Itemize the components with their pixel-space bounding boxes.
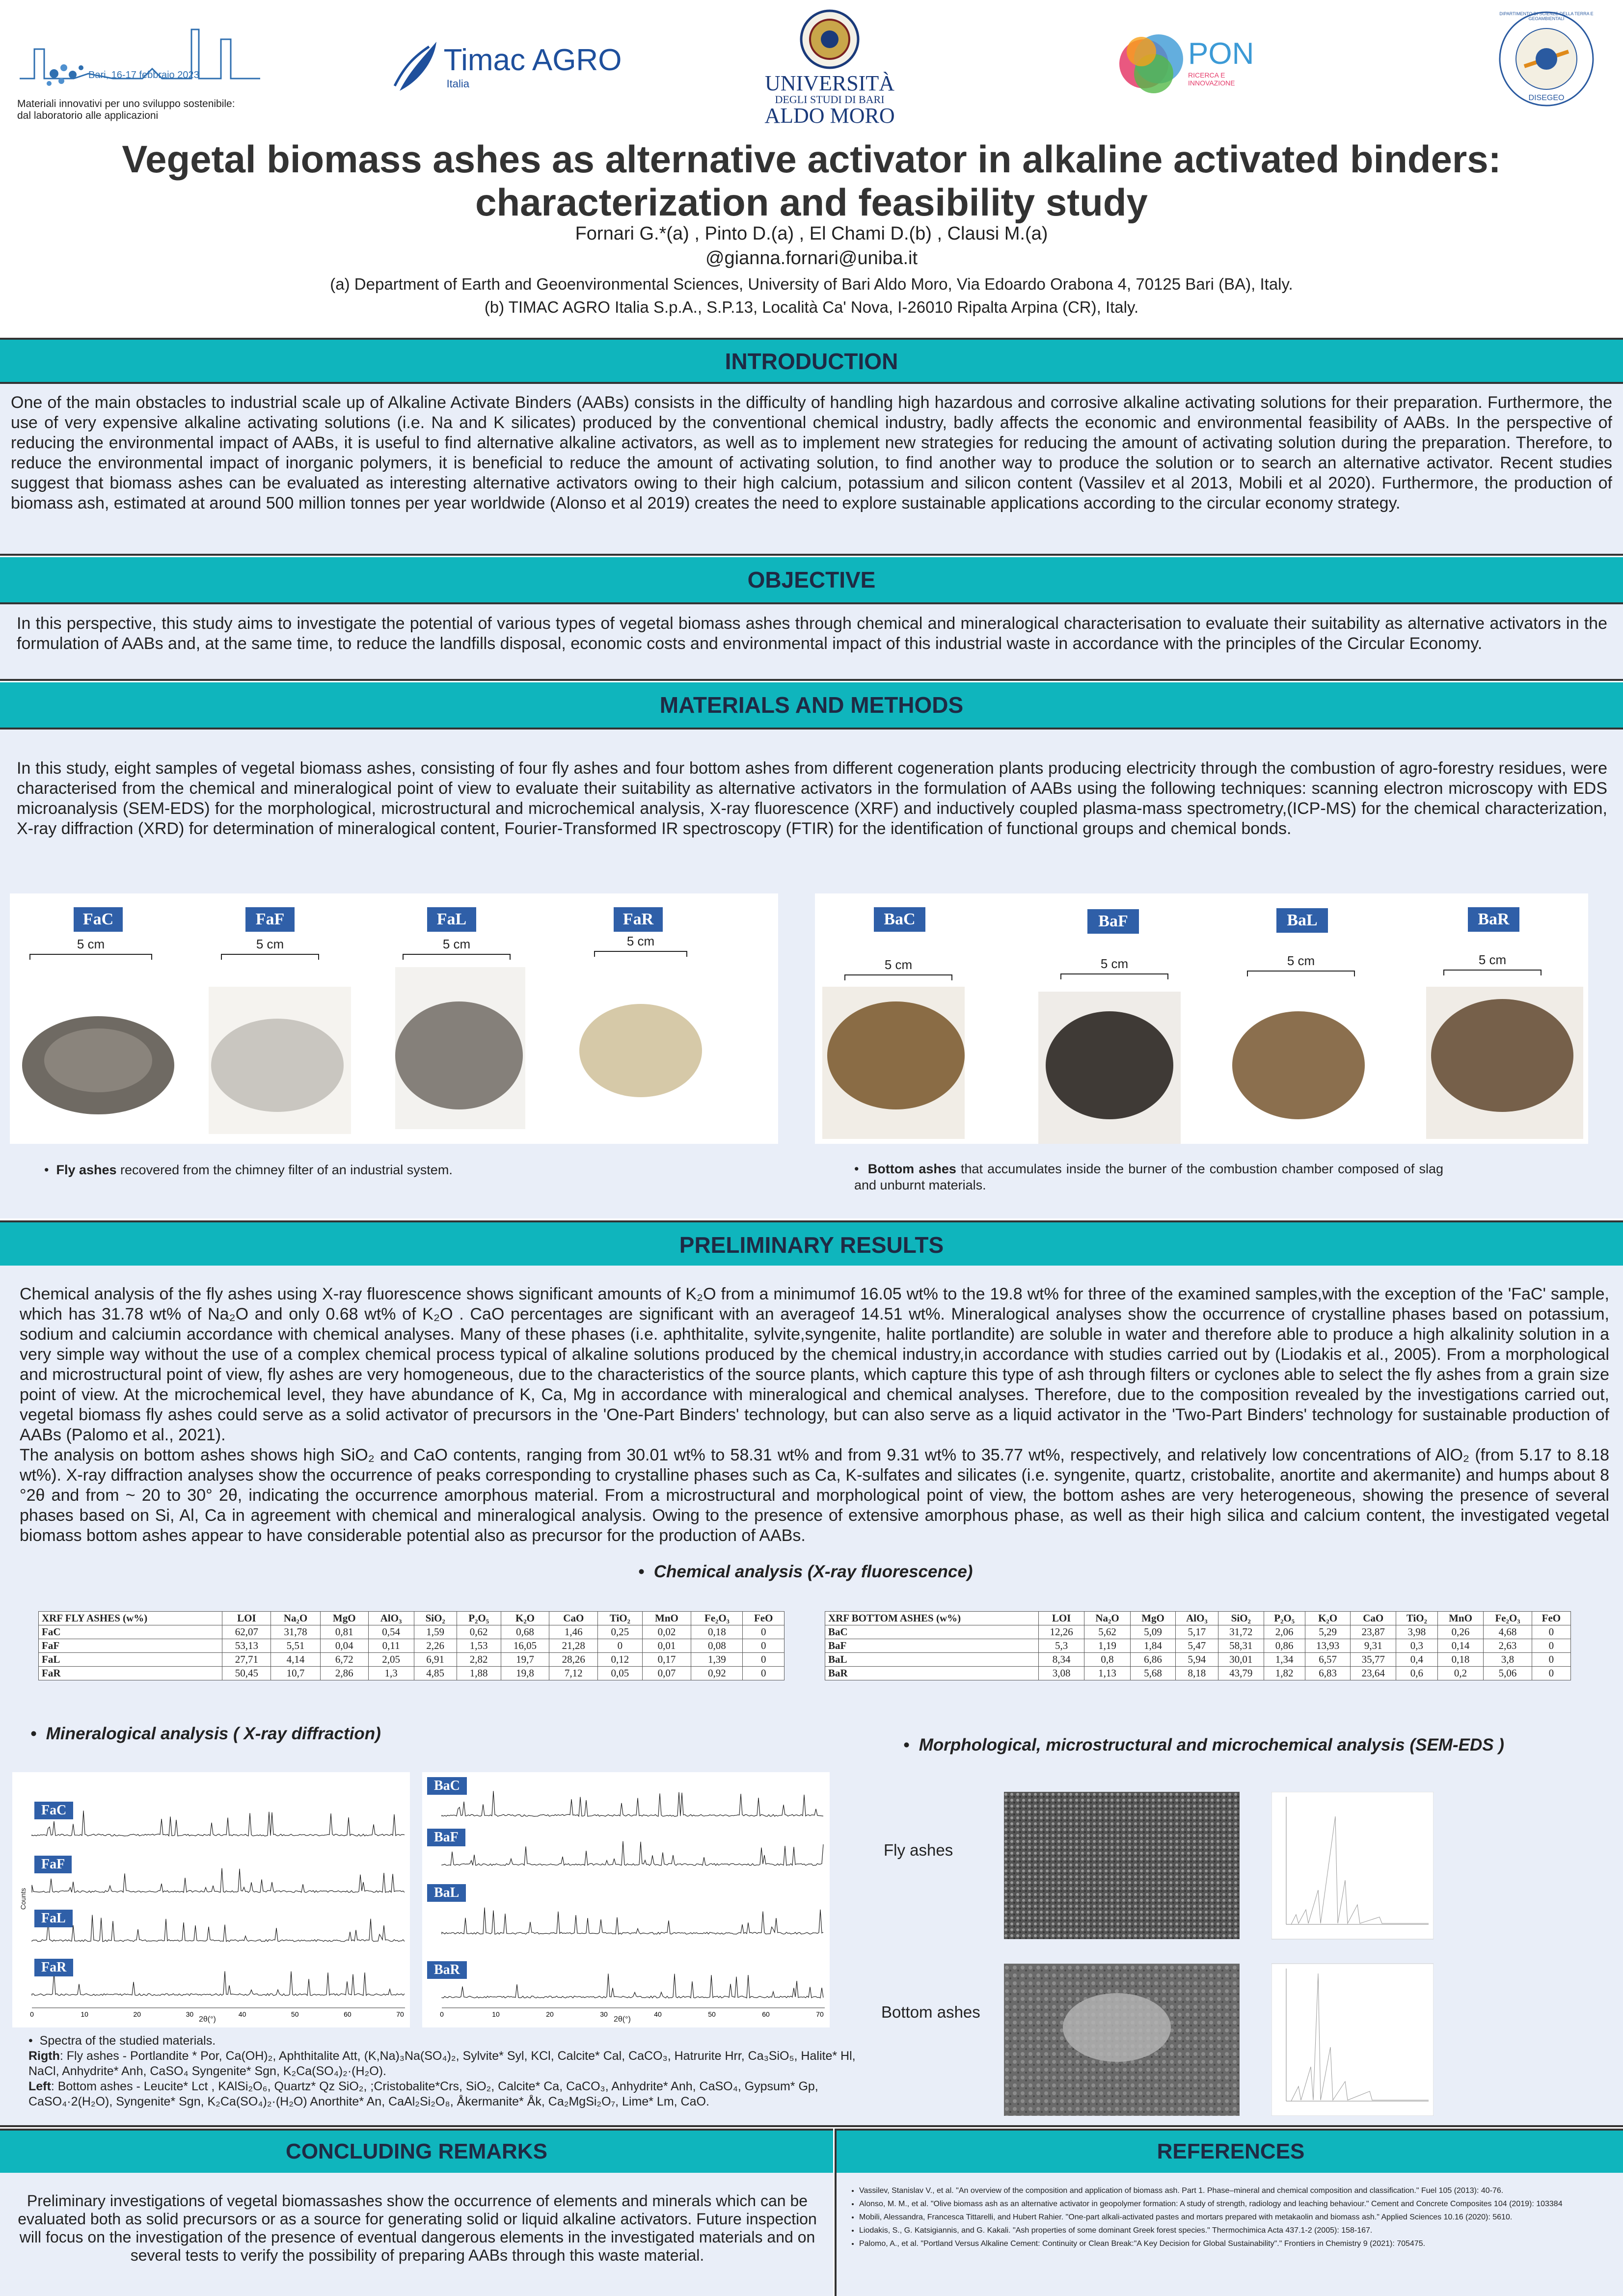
table-header-cell: MgO — [1131, 1612, 1176, 1625]
xrd-trace — [442, 1841, 823, 1866]
table-cell: 53,13 — [222, 1639, 271, 1653]
xrd-caption-title-text: Spectra of the studied materials. — [39, 2034, 216, 2048]
table-header-cell: P₂O₅ — [1264, 1612, 1305, 1625]
table-cell: 1,34 — [1264, 1653, 1305, 1667]
event-date: Bari, 16-17 febbraio 2023 — [88, 70, 199, 81]
table-cell: 5,17 — [1175, 1625, 1218, 1639]
xrd-tick-label: 50 — [291, 2010, 299, 2018]
table-cell: 0,62 — [457, 1625, 501, 1639]
caption-left-label: Left — [28, 2080, 51, 2093]
table-cell: 43,79 — [1218, 1667, 1264, 1680]
sem-heading-text: Morphological, microstructural and microchemical analysis (SEM-EDS ) — [919, 1735, 1504, 1755]
table-row — [39, 1653, 784, 1667]
objective-text: In this perspective, this study aims to investigate the potential of various types of vegetal biomass ashes through chemical and mineralogical characterisation to evaluate their suitability as alternative activators in the formulation of AABs and, at the same time, to reduce the landfills disposal, economic costs and environmental impact of this industrial waste in accordance with the principles of the Circular Economy. — [17, 614, 1607, 653]
table-cell: 0,17 — [642, 1653, 691, 1667]
table-cell: 5,09 — [1131, 1625, 1176, 1639]
ash-heap-baf — [1046, 1011, 1173, 1119]
eds-bottom-frame — [1271, 1964, 1434, 2116]
table-header-row — [39, 1612, 784, 1625]
table-cell: 23,87 — [1351, 1625, 1396, 1639]
sample-chip: BaL — [1276, 908, 1328, 933]
table-cell: 19,7 — [501, 1653, 549, 1667]
table-cell: 6,86 — [1131, 1653, 1176, 1667]
references-heading: REFERENCES — [835, 2129, 1623, 2175]
table-cell: 0 — [743, 1625, 784, 1639]
table-cell: 1,19 — [1084, 1639, 1130, 1653]
reference-item: • Vassilev, Stanislav V., et al. "An overview of the composition and application of biomass ash. Part 1. Phase–mineral and chemical composition and classification." Fuel 105 (2013): 40-76. — [859, 2186, 1623, 2196]
table-cell: 0,25 — [598, 1625, 642, 1639]
scale-label: 5 cm — [1100, 956, 1129, 971]
table-cell: 2,63 — [1484, 1639, 1532, 1653]
table-row — [825, 1625, 1571, 1639]
results-text-bottom: The analysis on bottom ashes shows high SiO₂ and CaO contents, ranging from 30.01 wt% to 58.31 wt% and from 9.31 wt% to 35.77 wt%, respectively, and relatively low concentrations of AlO₂ (from 5.17 to 8.18 wt%). X-ray diffraction analyses show the occurrence of peaks corresponding to crystalline phases such as Ca, K-sulfates and silicates (i.e. syngenite, quartz, cristobalite, anortite and akermanite) and humps about 8 °2θ and from ~ 20 to 30° 2θ, indicating the occurrence amorphous material. From a microstructural and morphological point of view, the bottom ashes are very heterogeneous, showing the presence of several phases based on Si, Al, Ca in agreement with chemical and mineralogical analysis. Owing to the presence of extensive amorphous phase, as well as their high silica and calcium content, the investigated vegetal biomass bottom ashes appear to have considerable potential also as precursor for the production of AABs. — [20, 1446, 1609, 1545]
xrd-label: BaL — [427, 1884, 466, 1902]
table-cell: 23,64 — [1351, 1667, 1396, 1680]
xrd-tick-label: 10 — [81, 2010, 88, 2018]
table-cell: 0,12 — [598, 1653, 642, 1667]
sem-heading: • Morphological, microstructural and microchemical analysis (SEM-EDS ) — [903, 1735, 1504, 1755]
table-cell: 0,18 — [691, 1625, 743, 1639]
table-cell: 1,84 — [1131, 1639, 1176, 1653]
table-cell: 5,29 — [1305, 1625, 1351, 1639]
sample-chip: FaC — [74, 907, 123, 932]
table-row — [825, 1653, 1571, 1667]
timac-sail-icon — [390, 37, 444, 96]
table-cell: 30,01 — [1218, 1653, 1264, 1667]
table-header-cell: LOI — [222, 1612, 271, 1625]
scale-bar — [1247, 953, 1355, 976]
xrd-trace — [442, 1908, 823, 1934]
scale-label: 5 cm — [626, 934, 655, 948]
title-line-2: characterization and feasibility study — [475, 181, 1148, 224]
table-header-cell: TiO₂ — [1396, 1612, 1438, 1625]
dept-motto: DISEGEO — [1528, 94, 1565, 102]
sem-bottom-label: Bottom ashes — [881, 2003, 980, 2021]
table-cell: 1,46 — [549, 1625, 598, 1639]
table-cell: 0 — [743, 1653, 784, 1667]
ash-heap-fac-shade — [44, 1028, 152, 1092]
intro-text: One of the main obstacles to industrial scale up of Alkaline Activate Binders (AABs) consists in the difficulty of handling high hazardous and corrosive alkaline activating solutions for their preparation. Furthermore, the use of very expensive alkaline activating solutions (i.e. Na and K silicates) produced by the conventional chemical industry, badly affects the economic and environmental feasibility of AABs. In the perspective of reducing the environmental impact of AABs, it is useful to find alternative alkaline activators, as well as to implement new strategies for reducing the amount of activating solution during the preparation. Therefore, to reduce the environmental impact of inorganic polymers, it is beneficial to reduce the amount of activating solution, to find another way to produce the solution or to search an alternative activator. Recent studies suggest that biomass ashes can be evaluated as interesting alternative activators owing to their high calcium, potassium and silicon content (Vassilev et al 2013, Mobili et al 2020). Furthermore, the production of biomass ash, estimated at around 500 million tonnes per year worldwide (Alonso et al 2019) creates the need to explore sustainable applications according to the circular economy strategy. — [11, 393, 1612, 513]
table-header-cell: CaO — [1351, 1612, 1396, 1625]
table-cell: 6,91 — [414, 1653, 457, 1667]
table-row — [825, 1667, 1571, 1680]
objective-heading: OBJECTIVE — [0, 557, 1623, 602]
bottom-caption-text: that accumulates inside the burner of the combustion chamber composed of slag and unburnt materials. — [854, 1162, 1443, 1192]
xrd-tick-label: 10 — [492, 2010, 500, 2018]
table-cell: 2,05 — [368, 1653, 414, 1667]
table-header-cell: K₂O — [501, 1612, 549, 1625]
dept-logo — [1488, 7, 1605, 110]
sem-particle — [1063, 1993, 1171, 2062]
table-header-cell: Na₂O — [1084, 1612, 1130, 1625]
results-text-fly: Chemical analysis of the fly ashes using X-ray fluorescence shows significant amounts of K₂O from a minimumof 16.05 wt% to the 19.8 wt% for three of the examined samples,with the exception of the 'FaC' sample, which has 31.78 wt% of Na₂O and only 0.68 wt% of K₂O . CaO percentages are significant with an averageof 14.51 wt%. Mineralogical analyses show the occurrence of crystalline phases based on potassium, sodium and calciumin accordance with chemical analyses. Many of these phases (i.e. aphthitalite, sylvite,syngenite, halite portlandite) are soluble in water and therefore able to produce a high alkalinity solution in a very simple way without the use of a complex chemical process typical of alkaline solutions produced by the chemical industry,in accordance with studies carried out by (Liodakis et al., 2005). From a morphological and microstructural point of view, fly ashes are very homogeneous, due to the characteristics of the source plants, which capture this type of ash through filters or cyclones able to select the fly ashes from a grain size point of view. At the microchemical level, they have abundance of K, Ca, Mg in accordance with mineralogical and chemical analyses. Therefore, due to the composition revealed by the investigations carried out, vegetal biomass fly ashes could serve as a solid activator of precursors in the 'One-Part Binders' technology, but can also serve as a liquid activator in the 'Two-Part Binders' technology for sustainable production of AABs (Palomo et al., 2021). — [20, 1285, 1609, 1444]
table-cell: 0,68 — [501, 1625, 549, 1639]
xrd-heading: • Mineralogical analysis ( X-ray diffraction) — [30, 1724, 381, 1743]
uniba-seal-icon — [798, 7, 862, 71]
table-row — [39, 1667, 784, 1680]
uniba-name-3: ALDO MORO — [764, 104, 895, 128]
table-header-cell: Fe₂O₃ — [1484, 1612, 1532, 1625]
table-cell: 4,68 — [1484, 1625, 1532, 1639]
scale-bar — [221, 937, 319, 960]
table-cell: 3,98 — [1396, 1625, 1438, 1639]
xrd-tick-label: 20 — [546, 2010, 554, 2018]
table-cell: 0,05 — [598, 1667, 642, 1680]
table-cell: 0,01 — [642, 1639, 691, 1653]
table-cell: 21,28 — [549, 1639, 598, 1653]
sample-chip: BaF — [1087, 909, 1139, 934]
table-header-cell: CaO — [549, 1612, 598, 1625]
table-cell: BaR — [825, 1667, 1039, 1680]
timac-sub: Italia — [446, 77, 470, 90]
table-cell: BaL — [825, 1653, 1039, 1667]
table-cell: 0 — [1532, 1667, 1570, 1680]
table-cell: 1,13 — [1084, 1667, 1130, 1680]
table-cell: FaR — [39, 1667, 222, 1680]
methods-text: In this study, eight samples of vegetal biomass ashes, consisting of four fly ashes and four bottom ashes from different cogeneration plants producing electricity through the combustion of agro-forestry residues, were characterised from the chemical and mineralogical point of view to evaluate their suitability as alternative activators in the formulation of AABs using the following techniques: scanning electron microscopy with EDS microanalysis (SEM-EDS) for the morphological, microstructural and microchemical analysis, X-ray fluorescence (XRF) and inductively coupled plasma-mass spectrometry,(ICP-MS) for the chemical characterization, X-ray diffraction (XRD) for determination of mineralogical content, Fourier-Transformed IR spectroscopy (FTIR) for the identification of functional groups and chemical bonds. — [17, 759, 1607, 838]
table-cell: 5,3 — [1039, 1639, 1084, 1653]
table-cell: 2,06 — [1264, 1625, 1305, 1639]
concluding-text: Preliminary investigations of vegetal biomassashes show the occurrence of elements and minerals which can be evaluated both as solid precursors or as a source for generating solid or liquid alkaline activators. Future inspection will focus on the investigation of the presence of eventual dangerous elements in the investigated materials and on several tests to verify the possibility of preparing AABs through this waste material. — [18, 2192, 817, 2264]
table-cell: 16,05 — [501, 1639, 549, 1653]
table-cell: 0,6 — [1396, 1667, 1438, 1680]
table-cell: 0,4 — [1396, 1653, 1438, 1667]
xrd-label: BaF — [427, 1829, 465, 1846]
table-cell: 5,47 — [1175, 1639, 1218, 1653]
table-cell: 0,8 — [1084, 1653, 1130, 1667]
xrd-tick-label: 0 — [30, 2010, 34, 2018]
xrd-caption-title: • Spectra of the studied materials. — [28, 2034, 216, 2048]
table-cell: 0,86 — [1264, 1639, 1305, 1653]
table-cell: 5,94 — [1175, 1653, 1218, 1667]
xrd-tick-label: 60 — [762, 2010, 770, 2018]
table-cell: 0 — [1532, 1639, 1570, 1653]
table-header-cell: MnO — [1437, 1612, 1484, 1625]
sample-chip: FaL — [427, 907, 476, 932]
table-cell: 0,11 — [368, 1639, 414, 1653]
ash-heap-bar — [1431, 999, 1573, 1112]
eds-spectra — [1271, 1792, 1434, 2116]
xrf-bottom-table — [825, 1611, 1571, 1680]
xrd-label: FaL — [34, 1910, 73, 1927]
sem-images — [1004, 1792, 1240, 2116]
sample-chip: FaR — [614, 907, 663, 932]
table-cell: 0,26 — [1437, 1625, 1484, 1639]
fly-caption-text: recovered from the chimney filter of an industrial system. — [116, 1162, 453, 1177]
table-cell: 35,77 — [1351, 1653, 1396, 1667]
table-cell: 12,26 — [1039, 1625, 1084, 1639]
xrf-fly-table — [38, 1611, 784, 1680]
table-cell: 8,34 — [1039, 1653, 1084, 1667]
table-cell: 19,8 — [501, 1667, 549, 1680]
scale-bar — [1443, 952, 1542, 975]
pon-circles-icon — [1114, 25, 1188, 98]
table-header-cell: LOI — [1039, 1612, 1084, 1625]
table-cell: 0 — [598, 1639, 642, 1653]
xrd-label: BaC — [427, 1777, 467, 1795]
bottom-ash-photos — [815, 893, 1588, 1144]
xrd-label: FaR — [34, 1959, 73, 1976]
scale-label: 5 cm — [1287, 953, 1315, 968]
xrd-tick-label: 60 — [344, 2010, 352, 2018]
uniba-name-1: UNIVERSITÀ — [765, 71, 894, 95]
table-cell: 0,2 — [1437, 1667, 1484, 1680]
xrd-tick-label: 0 — [440, 2010, 444, 2018]
xrd-bottom-svg — [422, 1772, 830, 2027]
scale-bar — [844, 957, 952, 980]
scale-label: 5 cm — [1478, 952, 1507, 967]
scale-bar — [594, 934, 687, 957]
table-cell: 27,71 — [222, 1653, 271, 1667]
table-cell: 0,81 — [320, 1625, 368, 1639]
table-cell: FaL — [39, 1653, 222, 1667]
xrd-caption-right — [28, 2049, 863, 2079]
table-header-cell: Na₂O — [271, 1612, 321, 1625]
table-cell: 1,59 — [414, 1625, 457, 1639]
xrd-bottom-chart — [422, 1772, 830, 2027]
pon-name: PON — [1188, 36, 1254, 71]
table-cell: 3,8 — [1484, 1653, 1532, 1667]
pon-logo — [1105, 20, 1267, 103]
table-cell: 6,72 — [320, 1653, 368, 1667]
xrd-axis-label: 2θ(°) — [614, 2015, 631, 2024]
xrd-fly-chart — [12, 1772, 410, 2027]
fly-ash-photos — [10, 893, 778, 1144]
table-header-cell: AlO₃ — [368, 1612, 414, 1625]
table-cell: 31,78 — [271, 1625, 321, 1639]
xrd-tick-label: 20 — [133, 2010, 141, 2018]
ash-heap-bac — [827, 1001, 965, 1109]
table-cell: 1,3 — [368, 1667, 414, 1680]
xrd-trace — [442, 1791, 823, 1816]
references-list — [844, 2186, 1623, 2252]
table-cell: 31,72 — [1218, 1625, 1264, 1639]
uniba-name-2: DEGLI STUDI DI BARI — [775, 93, 885, 106]
table-row — [39, 1639, 784, 1653]
scale-bar — [403, 937, 511, 960]
table-cell: 0,18 — [1437, 1653, 1484, 1667]
sample-chip: BaR — [1468, 907, 1519, 932]
scale-bar — [29, 937, 152, 960]
table-cell: 0,02 — [642, 1625, 691, 1639]
table-cell: FaF — [39, 1639, 222, 1653]
table-cell: 5,06 — [1484, 1667, 1532, 1680]
author-email[interactable]: @gianna.fornari@uniba.it — [705, 248, 918, 269]
intro-heading: INTRODUCTION — [0, 338, 1623, 383]
table-cell: 28,26 — [549, 1653, 598, 1667]
xrd-tick-label: 30 — [186, 2010, 194, 2018]
table-cell: 2,82 — [457, 1653, 501, 1667]
table-cell: 1,39 — [691, 1653, 743, 1667]
table-cell: 1,53 — [457, 1639, 501, 1653]
table-cell: 0,08 — [691, 1639, 743, 1653]
table-row — [39, 1625, 784, 1639]
table-cell: 8,18 — [1175, 1667, 1218, 1680]
fly-caption-bold: Fly ashes — [56, 1162, 117, 1177]
table-cell: 5,68 — [1131, 1667, 1176, 1680]
sem-fly-image — [1004, 1792, 1240, 1939]
sem-fly-label: Fly ashes — [884, 1841, 953, 1859]
table-cell: 5,62 — [1084, 1625, 1130, 1639]
results-heading: PRELIMINARY RESULTS — [0, 1220, 1623, 1268]
table-cell: 5,51 — [271, 1639, 321, 1653]
caption-right-text: : Fly ashes - Portlandite * Por, Ca(OH)₂, Aphthitalite Att, (K,Na)₃Na(SO₄)₂, Sylvite* Syl, KCl, Calcite* Cal, CaCO₃, Hatrurite Hrr, Ca₃SiO₅, Halite* Hl, NaCl, Anhydrite* Anh, CaSO₄ Syngenite* Sgn, K₂Ca(SO₄)₂·(H₂O). — [28, 2049, 856, 2078]
xrd-tick-label: 50 — [708, 2010, 716, 2018]
reference-item: • Mobili, Alessandra, Francesca Tittarelli, and Hubert Rahier. "One-part alkali-activated pastes and mortars prepared with metakaolin and biomass ash." Applied Sciences 10.16 (2020): 5610. — [859, 2212, 1623, 2222]
timac-logo — [388, 29, 623, 103]
xrd-caption — [28, 2033, 863, 2109]
scale-label: 5 cm — [442, 937, 471, 951]
table-cell: 6,57 — [1305, 1653, 1351, 1667]
xrd-tick-label: 30 — [600, 2010, 608, 2018]
table-cell: 0,04 — [320, 1639, 368, 1653]
table-cell: 0 — [1532, 1653, 1570, 1667]
table-header-cell: K₂O — [1305, 1612, 1351, 1625]
reference-item: • Palomo, A., et al. "Portland Versus Alkaline Cement: Continuity or Clean Break:"A Key Decision for Global Sustainability"." Frontiers in Chemistry 9 (2021): 705475. — [859, 2239, 1623, 2249]
table-cell: 58,31 — [1218, 1639, 1264, 1653]
xrd-label: BaR — [427, 1961, 467, 1979]
xrd-caption-left — [28, 2079, 863, 2109]
bottom-ash-heaps — [815, 982, 1588, 1144]
xrd-trace — [442, 1973, 823, 1998]
reference-item: • Alonso, M. M., et al. "Olive biomass ash as an alternative activator in geopolymer formation: A study of strength, radiology and leaching behaviour." Cement and Concrete Composites 104 (2019): 103384 — [859, 2199, 1623, 2209]
xrf-heading: • Chemical analysis (X-ray fluorescence) — [638, 1562, 973, 1581]
table-cell: 1,82 — [1264, 1667, 1305, 1680]
table-header-cell: P₂O₅ — [457, 1612, 501, 1625]
concluding-heading: CONCLUDING REMARKS — [0, 2129, 833, 2175]
table-cell: 62,07 — [222, 1625, 271, 1639]
table-cell: 0,14 — [1437, 1639, 1484, 1653]
table-cell: 3,08 — [1039, 1667, 1084, 1680]
xrd-tick-label: 70 — [396, 2010, 404, 2018]
xrd-tick-label: 40 — [654, 2010, 662, 2018]
reference-item: • Liodakis, S., G. Katsigiannis, and G. Kakali. "Ash properties of some dominant Greek forest species." Thermochimica Acta 437.1-2 (2005): 158-167. — [859, 2225, 1623, 2236]
table-cell: 9,31 — [1351, 1639, 1396, 1653]
xrd-label: FaF — [34, 1856, 72, 1873]
pon-sub: RICERCA E INNOVAZIONE — [1188, 71, 1235, 87]
table-cell: 50,45 — [222, 1667, 271, 1680]
uniba-logo — [756, 7, 903, 128]
poster-title — [0, 137, 1623, 224]
table-cell: 2,86 — [320, 1667, 368, 1680]
eds-fly-frame — [1271, 1792, 1434, 1939]
table-cell: BaC — [825, 1625, 1039, 1639]
xrf-heading-text: Chemical analysis (X-ray fluorescence) — [653, 1562, 973, 1581]
xrd-counts-label: Counts — [19, 1888, 27, 1910]
authors: Fornari G.*(a) , Pinto D.(a) , El Chami D.(b) , Clausi M.(a) — [575, 223, 1048, 244]
table-header-cell: SiO₂ — [414, 1612, 457, 1625]
xrd-trace — [32, 1868, 405, 1893]
table-header-cell: XRF BOTTOM ASHES (w%) — [825, 1612, 1039, 1625]
affiliation-b: (b) TIMAC AGRO Italia S.p.A., S.P.13, Località Ca' Nova, I-26010 Ripalta Arpina (CR), Italy. — [484, 298, 1139, 316]
xrd-tick-label: 40 — [238, 2010, 246, 2018]
table-cell: 6,83 — [1305, 1667, 1351, 1680]
table-cell: FaC — [39, 1625, 222, 1639]
table-cell: BaF — [825, 1639, 1039, 1653]
xrd-tick-label: 70 — [816, 2010, 824, 2018]
fly-ash-heaps — [10, 967, 778, 1144]
table-cell: 0,07 — [642, 1667, 691, 1680]
methods-heading: MATERIALS AND METHODS — [0, 682, 1623, 728]
title-line-1: Vegetal biomass ashes as alternative activator in alkaline activated binders: — [122, 137, 1501, 181]
caption-right-label: Rigth — [28, 2049, 60, 2063]
table-cell: 0 — [743, 1667, 784, 1680]
ash-heap-far — [579, 1004, 702, 1097]
xrd-heading-text: Mineralogical analysis ( X-ray diffraction) — [46, 1724, 381, 1743]
scale-label: 5 cm — [256, 937, 284, 951]
ash-heap-bal — [1232, 1011, 1365, 1119]
table-cell: 0,92 — [691, 1667, 743, 1680]
table-cell: 4,85 — [414, 1667, 457, 1680]
table-cell: 13,93 — [1305, 1639, 1351, 1653]
event-logo — [15, 10, 270, 123]
table-cell: 0,54 — [368, 1625, 414, 1639]
sample-chip: BaC — [874, 907, 925, 932]
table-cell: 10,7 — [271, 1667, 321, 1680]
xrd-trace — [32, 1810, 405, 1836]
bottom-caption-bold: Bottom ashes — [867, 1162, 956, 1176]
affiliation-a: (a) Department of Earth and Geoenvironmental Sciences, University of Bari Aldo Moro, Via Edoardo Orabona 4, 70125 Bari (BA), Italy. — [330, 275, 1293, 293]
scale-bar — [1060, 956, 1168, 979]
sample-chip: FaF — [245, 907, 295, 932]
ash-heap-faf — [211, 1019, 344, 1112]
caption-left-text: : Bottom ashes - Leucite* Lct , KAlSi₂O₆, Quartz* Qz SiO₂, ;Cristobalite*Crs, SiO₂, Calcite* Ca, CaCO₃, Anhydrite* Anh, CaSO₄, Gypsum* Gp, CaSO₄·2(H₂O), Syngenite* Sgn, K₂Ca(SO₄)₂·(H₂O) Anorthite* An, CaAl₂Si₂O₈, Åkermanite* Åk, Ca₂MgSi₂O₇, Lime* Lm, CaO. — [28, 2080, 818, 2108]
xrd-trace — [32, 1971, 405, 1996]
dept-ring-text: DIPARTIMENTO DI SCIENZE DELLA TERRA E GEOAMBIENTALI — [1499, 11, 1594, 21]
table-cell: 0 — [1532, 1625, 1570, 1639]
scale-label: 5 cm — [77, 937, 105, 951]
xrd-label: FaC — [34, 1802, 73, 1819]
table-cell: 2,26 — [414, 1639, 457, 1653]
table-header-cell: Fe₂O₃ — [691, 1612, 743, 1625]
table-header-cell: SiO₂ — [1218, 1612, 1264, 1625]
table-header-cell: MnO — [642, 1612, 691, 1625]
bottom-ash-caption: • Bottom ashes that accumulates inside the burner of the combustion chamber composed of slag and unburnt materials. — [854, 1162, 1443, 1192]
table-cell: 0 — [743, 1639, 784, 1653]
table-header-cell: FeO — [743, 1612, 784, 1625]
table-header-cell: MgO — [320, 1612, 368, 1625]
event-tagline: Materiali innovativi per uno sviluppo sostenibile: dal laboratorio alle applicazioni — [17, 98, 235, 121]
ash-heap-fal — [395, 1001, 523, 1109]
table-cell: 4,14 — [271, 1653, 321, 1667]
table-cell: 0,3 — [1396, 1639, 1438, 1653]
table-cell: 7,12 — [549, 1667, 598, 1680]
table-cell: 1,88 — [457, 1667, 501, 1680]
scale-label: 5 cm — [884, 957, 913, 972]
table-header-cell: XRF FLY ASHES (w%) — [39, 1612, 222, 1625]
timac-name: Timac AGRO — [443, 43, 622, 77]
xrd-trace — [32, 1915, 405, 1942]
table-header-cell: AlO₃ — [1175, 1612, 1218, 1625]
xrd-axis-label: 2θ(°) — [199, 2015, 216, 2024]
table-header-row — [825, 1612, 1571, 1625]
table-header-cell: FeO — [1532, 1612, 1570, 1625]
table-header-cell: TiO₂ — [598, 1612, 642, 1625]
fly-ash-caption: • Fly ashes recovered from the chimney filter of an industrial system. — [44, 1162, 453, 1177]
table-row — [825, 1639, 1571, 1653]
